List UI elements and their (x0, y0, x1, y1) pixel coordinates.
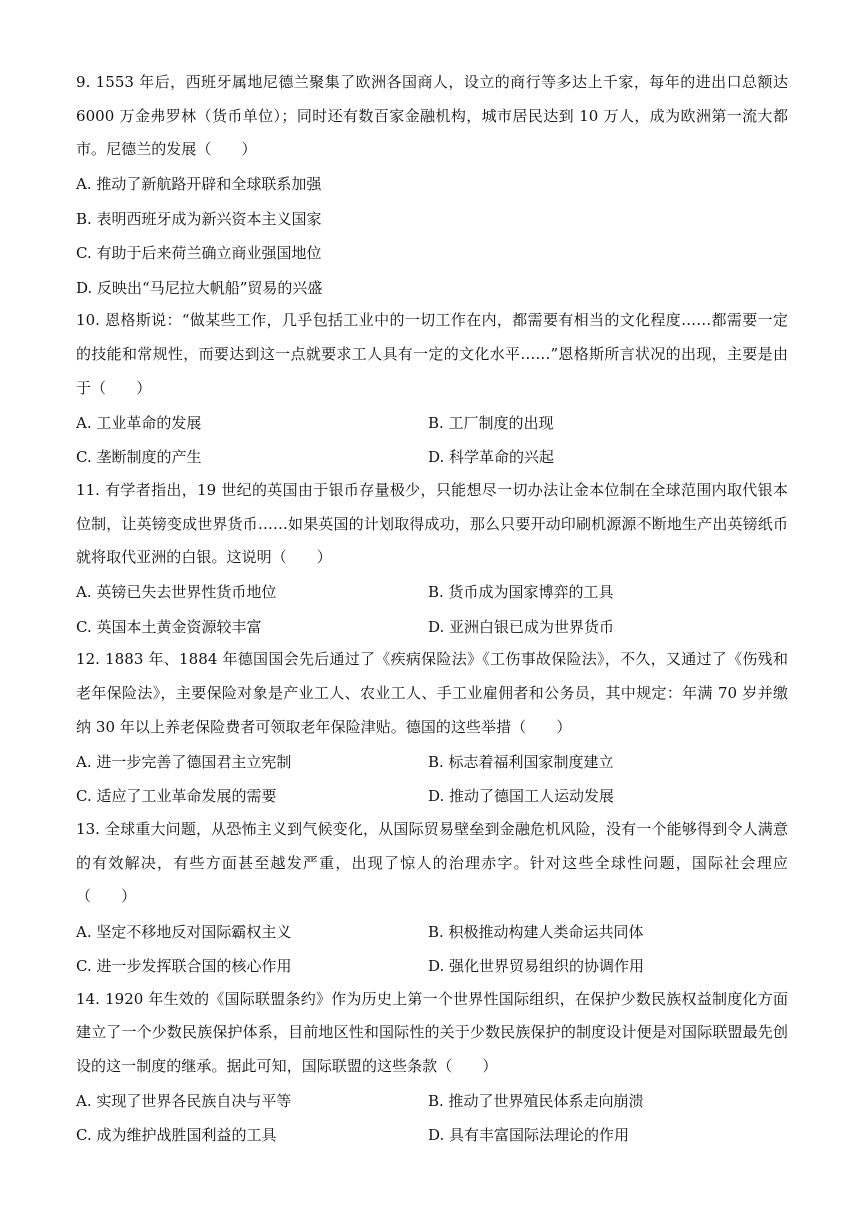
option-a[interactable]: A. 英镑已失去世界性货币地位 (76, 583, 277, 602)
option-d[interactable]: D. 推动了德国工人运动发展 (428, 787, 615, 806)
option-row (76, 1083, 788, 1117)
question-stem: 14. 1920 年生效的《国际联盟条约》作为历史上第一个世界性国际组织，在保护少数民族权益制度化方面建立了一个少数民族保护体系，目前地区性和国际性的关于少数民族保护的制度设计便是对国际联盟最先创设的这一制度的继承。据此可知，国际联盟的这些条款（ ） (76, 989, 788, 1075)
option-d[interactable]: D. 具有丰富国际法理论的作用 (428, 1126, 630, 1145)
question-stem: 10. 恩格斯说：“做某些工作，几乎包括工业中的一切工作在内，都需要有相当的文化程度……都需要一定的技能和常规性，而要达到这一点就要求工人具有一定的文化水平……”恩格斯所言状况的出现，主要是由于（ ） (76, 311, 788, 397)
question-stem: 12. 1883 年、1884 年德国国会先后通过了《疾病保险法》《工伤事故保险法》，不久，又通过了《伤残和老年保险法》，主要保险对象是产业工人、农业工人、手工业雇佣者和公务员，其中规定：年满 70 岁并缴纳 30 年以上养老保险费者可领取老年保险津贴。德国的这些举措（ ） (76, 650, 788, 736)
option-row (76, 914, 788, 948)
question-14 (76, 983, 788, 1153)
option-row (76, 1118, 788, 1152)
option-row (76, 201, 788, 235)
option-a[interactable]: A. 坚定不移地反对国际霸权主义 (76, 922, 292, 941)
question-11 (76, 474, 788, 644)
question-12 (76, 643, 788, 813)
option-d[interactable]: D. 亚洲白银已成为世界货币 (428, 617, 615, 636)
question-13 (76, 813, 788, 983)
option-c[interactable]: C. 英国本土黄金资源较丰富 (76, 617, 262, 636)
option-d[interactable]: D. 反映出“马尼拉大帆船”贸易的兴盛 (76, 278, 323, 297)
option-row (76, 270, 788, 304)
question-10 (76, 304, 788, 474)
question-9 (76, 66, 788, 304)
question-stem: 13. 全球重大问题，从恐怖主义到气候变化，从国际贸易壁垒到金融危机风险，没有一个能够得到令人满意的有效解决，有些方面甚至越发严重，出现了惊人的治理赤字。针对这些全球性问题，国际社会理应（ ） (76, 820, 788, 906)
option-a[interactable]: A. 推动了新航路开辟和全球联系加强 (76, 175, 322, 194)
option-b[interactable]: B. 积极推动构建人类命运共同体 (428, 922, 644, 941)
option-d[interactable]: D. 强化世界贸易组织的协调作用 (428, 956, 645, 975)
option-row (76, 779, 788, 813)
option-row (76, 575, 788, 609)
option-c[interactable]: C. 成为维护战胜国利益的工具 (76, 1126, 277, 1145)
option-b[interactable]: B. 推动了世界殖民体系走向崩溃 (428, 1092, 644, 1111)
option-b[interactable]: B. 货币成为国家博弈的工具 (428, 583, 614, 602)
option-c[interactable]: C. 垄断制度的产生 (76, 448, 202, 467)
option-c[interactable]: C. 进一步发挥联合国的核心作用 (76, 956, 292, 975)
option-c[interactable]: C. 适应了工业革命发展的需要 (76, 787, 277, 806)
option-row (76, 609, 788, 643)
option-b[interactable]: B. 标志着福利国家制度建立 (428, 752, 614, 771)
option-c[interactable]: C. 有助于后来荷兰确立商业强国地位 (76, 244, 322, 263)
option-b[interactable]: B. 工厂制度的出现 (428, 413, 554, 432)
option-a[interactable]: A. 进一步完善了德国君主立宪制 (76, 752, 292, 771)
option-b[interactable]: B. 表明西班牙成为新兴资本主义国家 (76, 209, 322, 228)
option-a[interactable]: A. 实现了世界各民族自决与平等 (76, 1092, 292, 1111)
option-row (76, 167, 788, 201)
option-row (76, 744, 788, 778)
question-stem: 9. 1553 年后，西班牙属地尼德兰聚集了欧洲各国商人，设立的商行等多达上千家，每年的进出口总额达 6000 万金弗罗林（货币单位）；同时还有数百家金融机构，城市居民达到 10 万人，成为欧洲第一流大都市。尼德兰的发展（ ） (76, 73, 788, 159)
option-a[interactable]: A. 工业革命的发展 (76, 413, 202, 432)
exam-page (76, 66, 788, 1152)
option-row (76, 405, 788, 439)
option-row (76, 236, 788, 270)
question-stem: 11. 有学者指出，19 世纪的英国由于银币存量极少，只能想尽一切办法让金本位制在全球范围内取代银本位制，让英镑变成世界货币……如果英国的计划取得成功，那么只要开动印刷机源源不断地生产出英镑纸币就将取代亚洲的白银。这说明（ ） (76, 480, 788, 567)
option-d[interactable]: D. 科学革命的兴起 (428, 448, 555, 467)
option-row (76, 440, 788, 474)
option-row (76, 948, 788, 982)
